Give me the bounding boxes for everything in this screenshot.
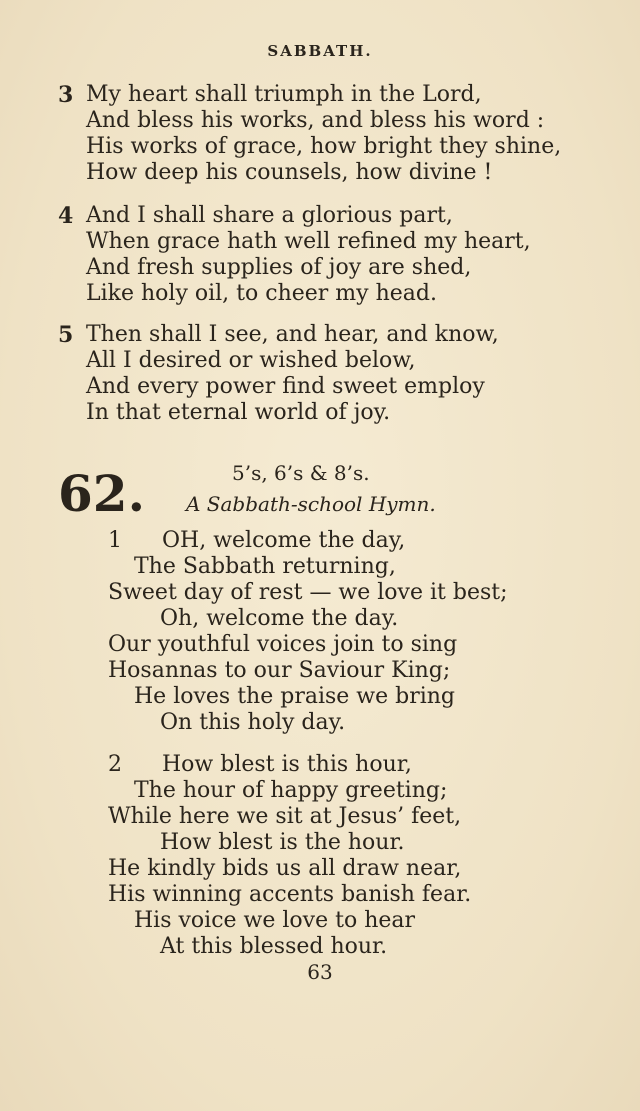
hymn-meter: 5’s, 6’s & 8’s.	[232, 461, 370, 485]
stanza-line: How blest is this hour,	[162, 752, 412, 777]
verse-line: Then shall I see, and hear, and know,	[86, 322, 499, 347]
stanza-line: He kindly bids us all draw near,	[108, 856, 462, 881]
stanza-2	[108, 752, 471, 960]
page-number: 63	[307, 960, 333, 984]
stanza-line: On this holy day.	[160, 710, 346, 735]
stanza-line: The Sabbath returning,	[134, 554, 396, 579]
verse-line: My heart shall triumph in the Lord,	[86, 82, 482, 107]
stanza-line: Sweet day of rest — we love it best;	[108, 580, 508, 605]
verse-4	[58, 203, 531, 307]
verse-line: And bless his works, and bless his word :	[86, 108, 545, 133]
stanza-line: OH, welcome the day,	[162, 528, 406, 553]
verse-line: In that eternal world of joy.	[86, 400, 391, 425]
stanza-line: His voice we love to hear	[134, 908, 416, 933]
stanza-line: He loves the praise we bring	[134, 684, 456, 709]
verse-5	[58, 322, 499, 426]
verse-line: And I shall share a glorious part,	[86, 203, 453, 228]
verse-line: Like holy oil, to cheer my head.	[86, 281, 437, 306]
hymn-title: A Sabbath-school Hymn.	[186, 492, 436, 516]
stanza-line: How blest is the hour.	[160, 830, 405, 855]
stanza-line: Oh, welcome the day.	[160, 606, 399, 631]
stanza-line: While here we sit at Jesus’ feet,	[108, 804, 462, 829]
verse-line: And fresh supplies of joy are shed,	[86, 255, 472, 280]
verse-number: 4	[58, 203, 74, 229]
hymn-number: 62.	[58, 464, 145, 523]
stanza-line: Hosannas to our Saviour King;	[108, 658, 451, 683]
stanza-line: At this blessed hour.	[160, 934, 388, 959]
verse-line: His works of grace, how bright they shine,	[86, 134, 562, 159]
stanza-number: 2	[108, 752, 122, 777]
stanza-line: Our youthful voices join to sing	[108, 632, 458, 657]
stanza-1	[108, 528, 508, 736]
verse-line: All I desired or wished below,	[86, 348, 416, 373]
running-head: SABBATH.	[267, 42, 373, 60]
verse-number: 5	[58, 322, 74, 348]
stanza-number: 1	[108, 528, 122, 553]
verse-line: And every power find sweet employ	[86, 374, 485, 399]
verse-3	[58, 82, 561, 186]
verse-line: How deep his counsels, how divine !	[86, 160, 493, 185]
stanza-line: His winning accents banish fear.	[108, 882, 472, 907]
stanza-line: The hour of happy greeting;	[134, 778, 448, 803]
verse-number: 3	[58, 82, 74, 108]
verse-line: When grace hath well refined my heart,	[86, 229, 531, 254]
